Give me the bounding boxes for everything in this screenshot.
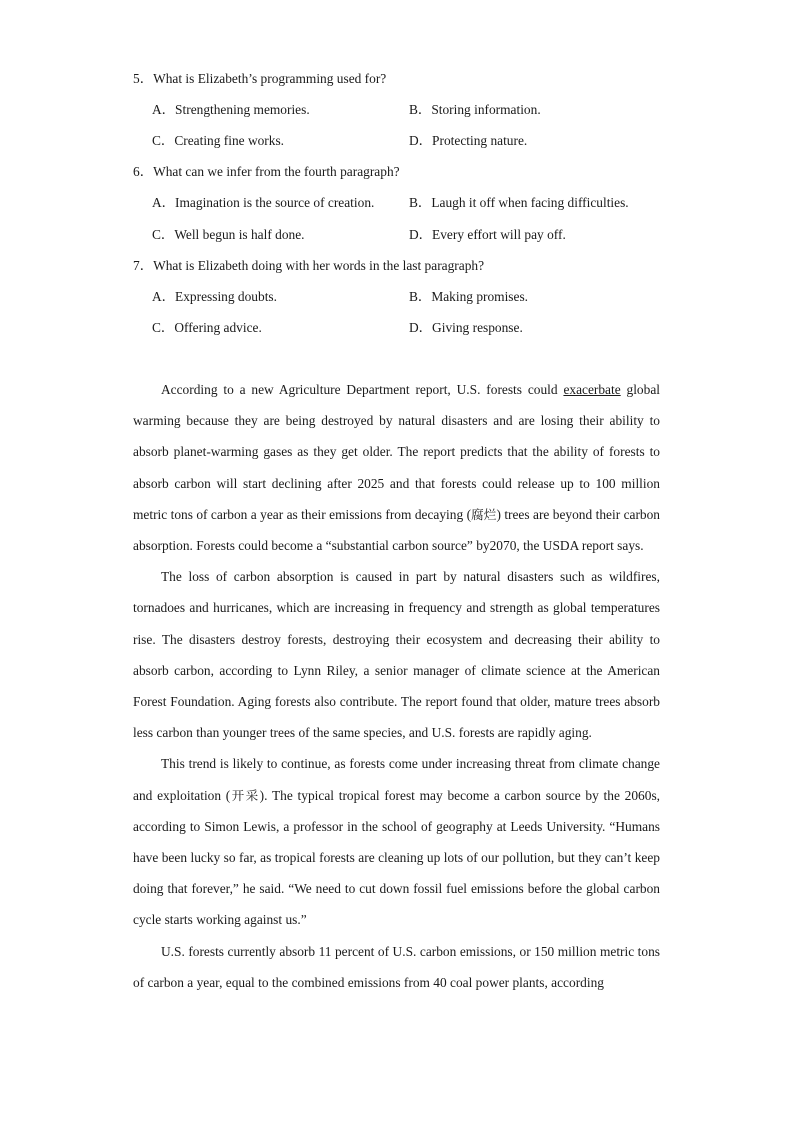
- question-5-stem: 5．What is Elizabeth’s programming used for?: [133, 71, 387, 86]
- underlined-word: exacerbate: [563, 382, 621, 397]
- question-7-option-d: D．Giving response.: [409, 320, 523, 335]
- passage-paragraph-2: The loss of carbon absorption is caused in part by natural disasters such as wildfires, tornadoes and hurricanes, which are increasing in frequency and strength as global temperatures rise. The disasters destroy forests, destroying their ecosystem and decreasing their ability to absorb carbon, according to Lynn Riley, a senior manager of climate science at the American Forest Foundation. Aging forests also contribute. The report found that older, mature trees absorb less carbon than younger trees of the same species, and U.S. forests are rapidly aging.: [133, 569, 660, 741]
- question-5-option-d: D．Protecting nature.: [409, 133, 528, 148]
- question-6-stem: 6．What can we infer from the fourth paragraph?: [133, 164, 400, 179]
- chinese-gloss: 开采: [230, 787, 260, 803]
- question-5-option-c: C．Creating fine works.: [152, 133, 285, 148]
- passage-paragraph-4: U.S. forests currently absorb 11 percent of U.S. carbon emissions, or 150 million metric tons of carbon a year, equal to the combined emissions from 40 coal power plants, according: [133, 943, 660, 990]
- question-5-option-a: A．Strengthening memories.: [152, 102, 310, 117]
- question-7-option-c: C．Offering advice.: [152, 320, 262, 335]
- question-6-option-b: B．Laugh it off when facing difficulties.: [409, 195, 629, 210]
- chinese-gloss: 腐烂: [471, 506, 497, 522]
- question-6-option-d: D．Every effort will pay off.: [409, 227, 566, 242]
- paragraph-1-text-end: ) trees are beyond their carbon absorption. Forests could become a “substantial carbon source” by2070, the USDA report says.: [133, 506, 660, 554]
- question-7-stem: 7．What is Elizabeth doing with her words in the last paragraph?: [133, 258, 485, 273]
- paragraph-1-text-start: According to a new Agriculture Department report, U.S. forests could: [161, 382, 564, 397]
- question-6-option-a: A．Imagination is the source of creation.: [152, 195, 375, 210]
- question-6-option-c: C．Well begun is half done.: [152, 227, 305, 242]
- reading-passage: [133, 374, 660, 998]
- question-7-option-b: B．Making promises.: [409, 289, 529, 304]
- question-5-option-b: B．Storing information.: [409, 102, 541, 117]
- question-7-option-a: A．Expressing doubts.: [152, 289, 277, 304]
- paragraph-3-text-end: ). The typical tropical forest may become a carbon source by the 2060s, according to Simon Lewis, a professor in the school of geography at Leeds University. “Humans have been lucky so far, as tropical forests are cleaning up lots of our pollution, but they can’t keep doing that forever,” he said. “We need to cut down fossil fuel emissions before the global carbon cycle starts working against us.”: [133, 787, 660, 928]
- paragraph-3-text-start: This trend is likely to continue, as forests come under increasing threat from climate change and exploitation (: [133, 756, 660, 803]
- paragraph-1-text-middle: global warming because they are being destroyed by natural disasters and are losing their ability to absorb planet-warming gases as they get older. The report predicts that the ability of forests to absorb carbon will start declining after 2025 and that forests could release up to 100 million metric tons of carbon a year as their emissions from decaying (: [133, 382, 660, 522]
- passage-paragraph-3: [133, 748, 660, 935]
- passage-paragraph-1: [133, 374, 660, 561]
